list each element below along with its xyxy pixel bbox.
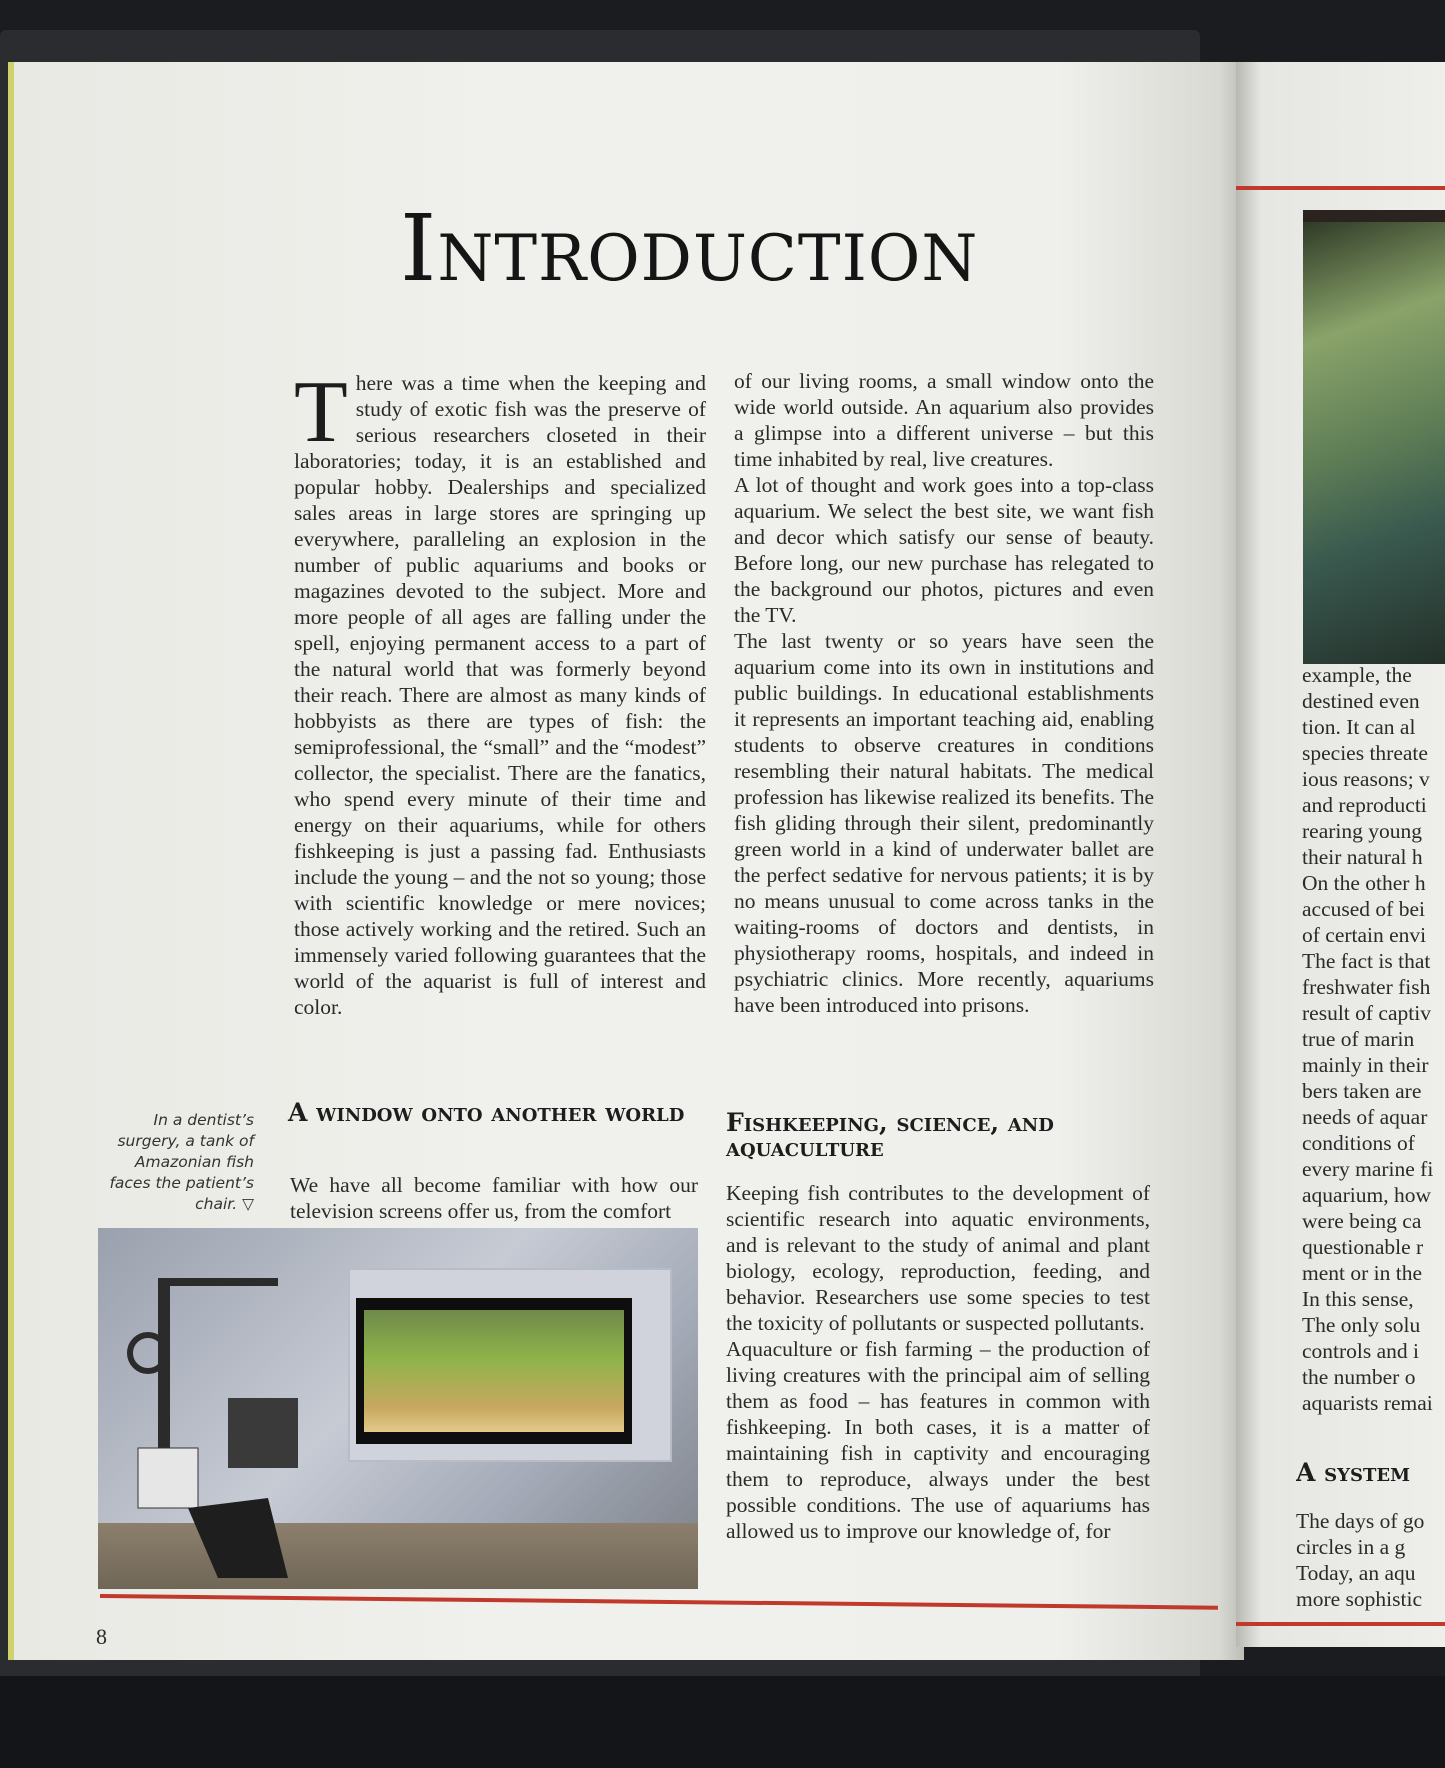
right-page-line: The days of go — [1296, 1509, 1425, 1533]
right-page-line: ious reasons; v — [1302, 767, 1430, 791]
aquarium-tank — [356, 1298, 632, 1444]
right-page-line: mainly in their — [1302, 1053, 1429, 1077]
science-paragraph-1: Keeping fish contributes to the development of scientific research into aquatic environments, and is relevant to the study of animal and plant biology, ecology, reproduction, feeding, and behavior. Researchers use some species to test the toxicity of pollutants or suspected pollutants. — [726, 1181, 1150, 1335]
section-heading-science: Fishkeeping, science, and aquaculture — [726, 1108, 1054, 1162]
science-section-text — [726, 1180, 1150, 1544]
intro-paragraph-4: The last twenty or so years have seen the aquarium come into its own in institutions and public buildings. In educational establishments it represents an important teaching aid, enabling students to observe creatures in conditions resembling their natural habitats. The medical profession has likewise realized its benefits. The fish gliding through their silent, predominantly green world in a kind of underwater ballet are the perfect sedative for nervous patients; it is by no means unusual to come across tanks in the waiting-rooms of doctors and dentists, in physiotherapy rooms, hospitals, and indeed in psychiatric clinics. More recently, aquariums have been introduced into prisons. — [734, 629, 1154, 1017]
right-page-line: controls and i — [1302, 1339, 1420, 1363]
right-page-line: aquarists remai — [1302, 1391, 1433, 1415]
dentist-aquarium-photo — [98, 1228, 698, 1589]
right-page-line: accused of bei — [1302, 897, 1425, 921]
right-page-line: Today, an aqu — [1296, 1561, 1416, 1585]
right-page-line: conditions of — [1302, 1131, 1415, 1155]
right-page-column — [1302, 662, 1445, 1416]
window-paragraph: We have all become familiar with how our television screens offer us, from the comfort — [290, 1173, 698, 1223]
right-page-line: every marine fi — [1302, 1157, 1434, 1181]
red-rule-top-right — [1236, 186, 1445, 190]
page-title: Introduction — [400, 195, 979, 302]
right-page-line: their natural h — [1302, 845, 1423, 869]
right-page-line: species threate — [1302, 741, 1428, 765]
aquarium-photo — [1303, 210, 1445, 664]
right-page-line: freshwater fish — [1302, 975, 1431, 999]
right-page-line: The only solu — [1302, 1313, 1421, 1337]
right-page-line: result of captiv — [1302, 1001, 1431, 1025]
section-heading-system: A system — [1296, 1460, 1410, 1485]
book-bottom-edge — [0, 1676, 1445, 1768]
right-page-line: The fact is that — [1302, 949, 1431, 973]
right-page-line: were being ca — [1302, 1209, 1422, 1233]
right-page-line: and reproducti — [1302, 793, 1427, 817]
right-page-line: bers taken are — [1302, 1079, 1422, 1103]
intro-column-1 — [294, 364, 706, 1020]
right-page-line: of certain envi — [1302, 923, 1427, 947]
right-page-line: true of marin — [1302, 1027, 1415, 1051]
page-number: 8 — [96, 1624, 107, 1649]
right-page-line: rearing young — [1302, 819, 1423, 843]
window-section-text — [290, 1172, 698, 1224]
right-page-line: destined even — [1302, 689, 1420, 713]
right-page-line: aquarium, how — [1302, 1183, 1431, 1207]
right-page-line: the number o — [1302, 1365, 1416, 1389]
right-page-column-2 — [1296, 1508, 1445, 1612]
right-page-line: questionable r — [1302, 1235, 1424, 1259]
right-page-line: ment or in the — [1302, 1261, 1423, 1285]
right-page-line: In this sense, — [1302, 1287, 1414, 1311]
science-paragraph-2: Aquaculture or fish farming – the production of living creatures with the principal aim of selling them as food – has features in common with fishkeeping. In both cases, it is a matter of maintaining fish in captivity and encouraging them to reproduce, always under the best possible conditions. The use of aquariums has allowed us to improve our knowledge of, for — [726, 1337, 1150, 1543]
section-heading-window: A window onto another world — [288, 1098, 685, 1127]
red-rule-bottom-right — [1236, 1622, 1445, 1626]
intro-paragraph-2: of our living rooms, a small window onto the wide world outside. An aquarium also provides a glimpse into a different universe – but this time inhabited by real, live creatures. — [734, 369, 1154, 471]
dental-chair-icon — [118, 1258, 308, 1578]
right-page-line: example, the — [1302, 663, 1412, 687]
drop-cap: T — [294, 364, 348, 461]
right-page-line: needs of aquar — [1302, 1105, 1428, 1129]
right-page-line: circles in a g — [1296, 1535, 1406, 1559]
right-page-line: tion. It can al — [1302, 715, 1416, 739]
intro-column-2 — [734, 368, 1154, 1018]
intro-paragraph-3: A lot of thought and work goes into a top-class aquarium. We select the best site, we want fish and decor which satisfy our sense of beauty. Before long, our new purchase has relegated to the background our photos, pictures and even the TV. — [734, 473, 1154, 627]
right-page-line: more sophistic — [1296, 1587, 1422, 1611]
intro-paragraph: here was a time when the keeping and study of exotic fish was the preserve of serious researchers closeted in their laboratories; today, it is an established and popular hobby. Dealerships and specialized sales areas in large stores are springing up everywhere, paralleling an explosion in the number of public aquariums and books or magazines devoted to the subject. More and more people of all ages are falling under the spell, enjoying permanent access to a part of the natural world that was formerly beyond their reach. There are almost as many kinds of hobbyists as there are types of fish: the semiprofessional, the “small” and the “modest” collector, the specialist. There are the fanatics, who spend every minute of their time and energy on their aquariums, while for others fishkeeping is just a passing fad. Enthusiasts include the young – and the not so young; those with scientific knowledge or mere novices; those actively working and the retired. Such an immensely varied following guarantees that the world of the aquarist is full of interest and color. — [294, 371, 706, 1019]
photo-caption: In a dentist’s surgery, a tank of Amazonian fish faces the patient’s chair. ▽ — [109, 1111, 254, 1213]
right-page-line: On the other h — [1302, 871, 1426, 895]
